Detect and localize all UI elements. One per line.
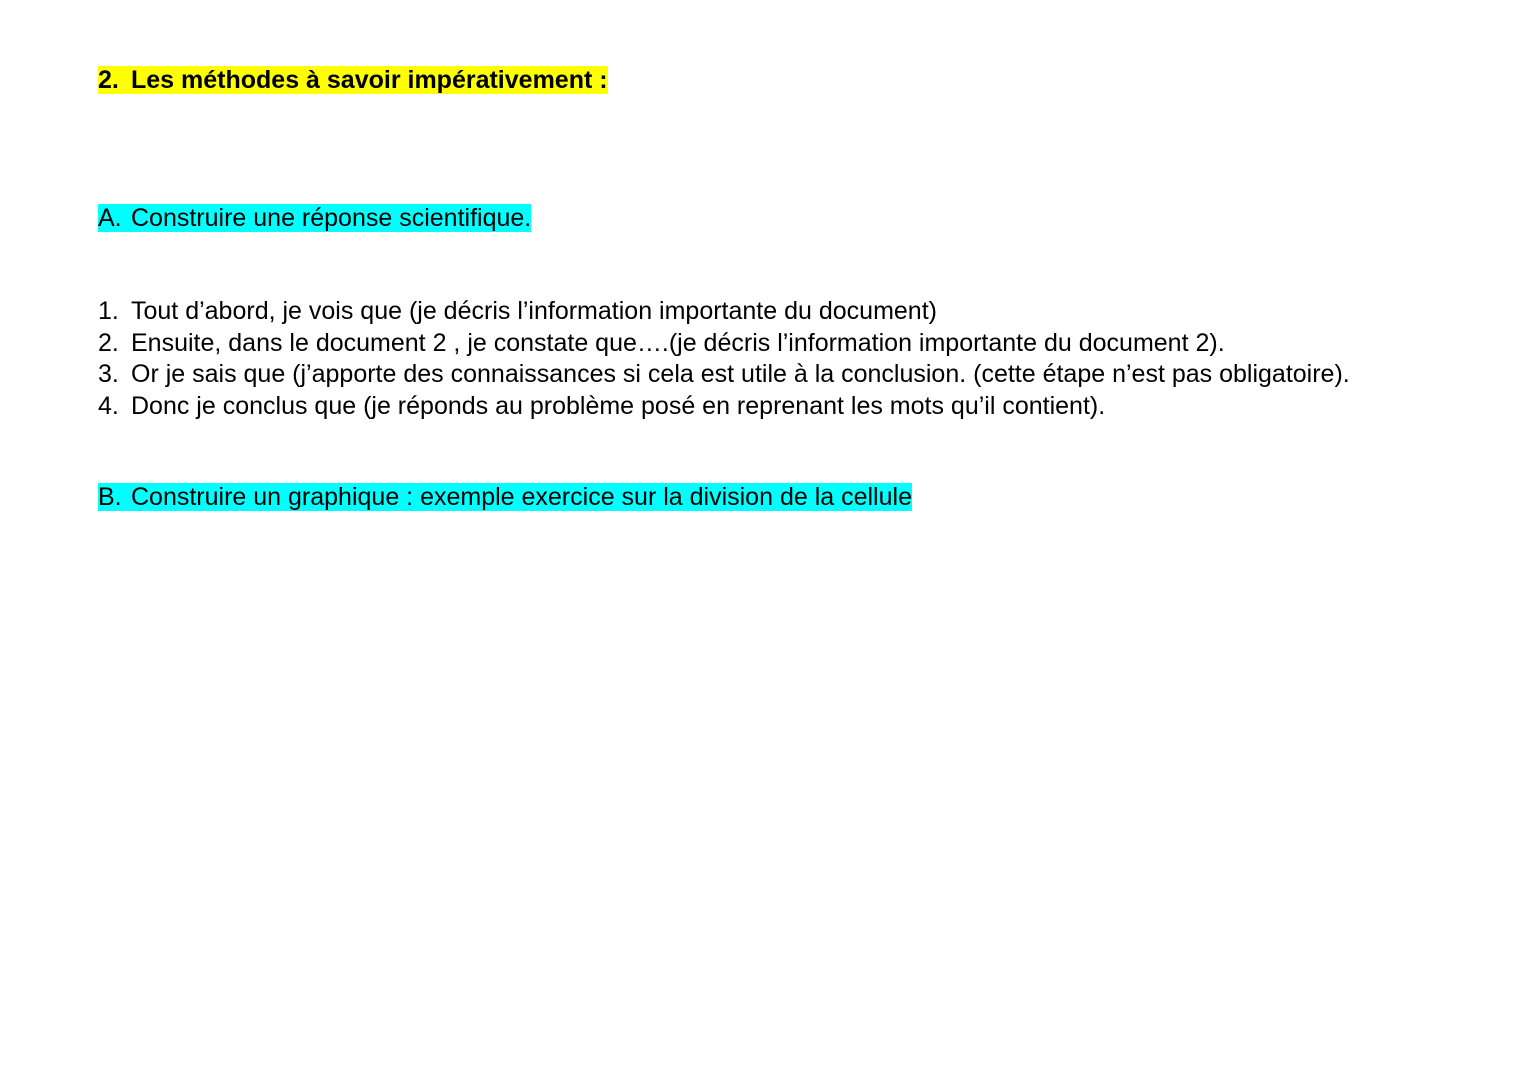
- list-item: [98, 328, 1350, 360]
- section-number: 2.: [98, 66, 119, 94]
- subsection-b-heading: [98, 482, 912, 512]
- list-number: 2.: [98, 328, 119, 357]
- list-item: [98, 296, 1350, 328]
- subsection-b-highlight: [98, 483, 912, 511]
- section-heading-highlight: [98, 66, 608, 94]
- list-number: 3.: [98, 360, 119, 388]
- list-text: Ensuite, dans le document 2 , je constate que….(je décris l’information importante du document 2).: [131, 328, 1225, 357]
- subsection-a-highlight: [98, 204, 531, 232]
- subsection-b-number: B.: [98, 483, 122, 511]
- list-text: Or je sais que (j’apporte des connaissances si cela est utile à la conclusion. (cette étape n’est pas obligatoire).: [131, 360, 1350, 388]
- steps-list: [98, 296, 1350, 422]
- subsection-b-title: Construire un graphique : exemple exercice sur la division de la cellule: [131, 483, 912, 511]
- list-item: [98, 391, 1350, 423]
- list-item: [98, 359, 1350, 391]
- list-number: 1.: [98, 297, 119, 325]
- list-number: 4.: [98, 391, 119, 420]
- subsection-a-title: Construire une réponse scientifique.: [131, 204, 532, 232]
- list-text: Tout d’abord, je vois que (je décris l’information importante du document): [131, 297, 937, 325]
- subsection-a-number: A.: [98, 204, 122, 232]
- subsection-a-heading: [98, 203, 531, 233]
- section-heading: [98, 65, 608, 95]
- list-text: Donc je conclus que (je réponds au problème posé en reprenant les mots qu’il contient).: [131, 391, 1106, 420]
- section-title: Les méthodes à savoir impérativement :: [131, 66, 608, 94]
